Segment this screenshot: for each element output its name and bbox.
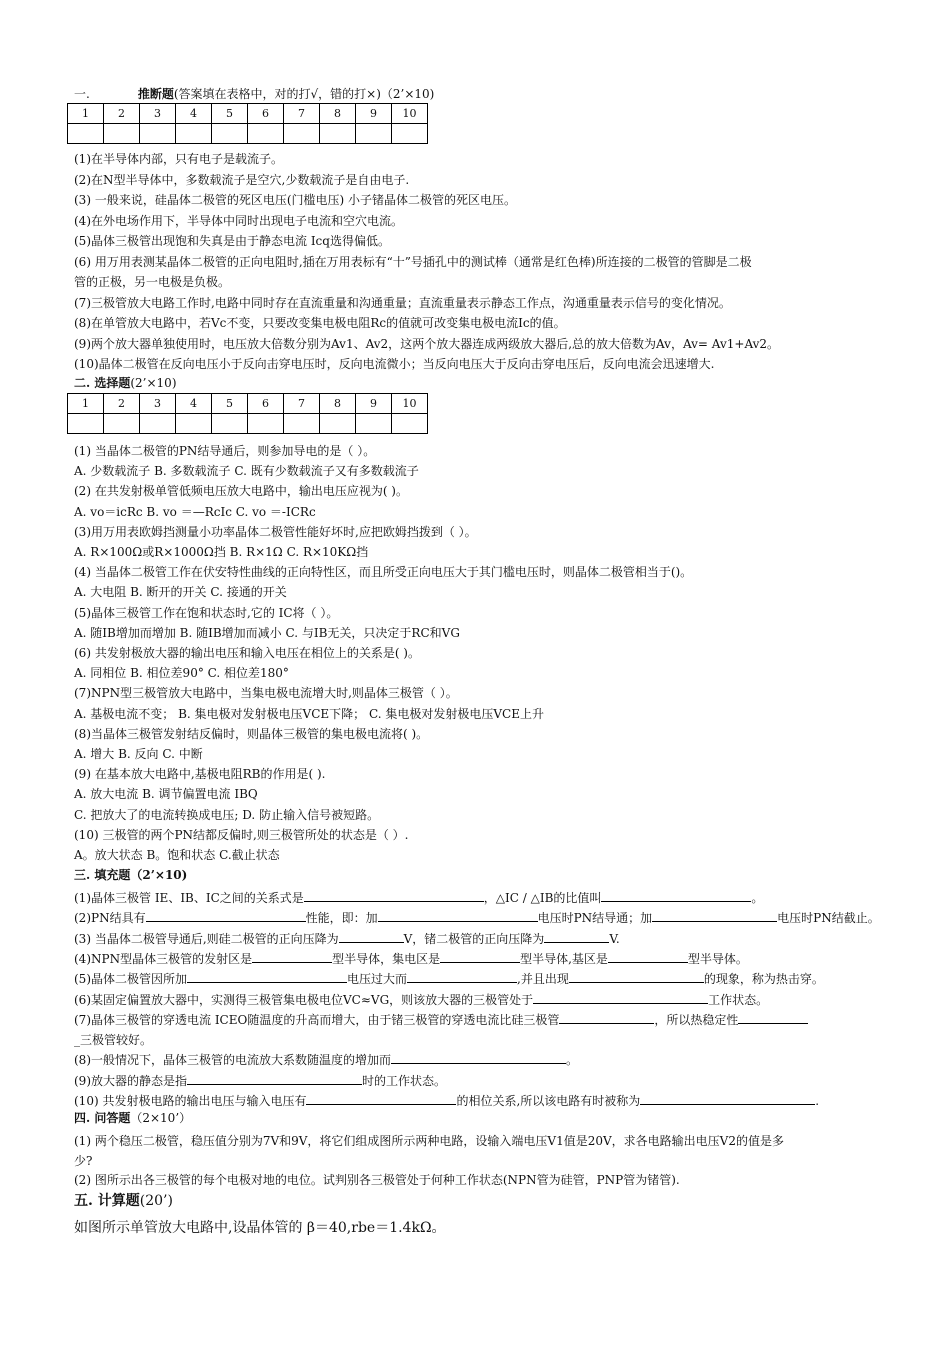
fill-blank[interactable] [304, 890, 484, 902]
sec2-line-19: C. 把放大了的电流转换成电压; D. 防止输入信号被短路。 [74, 807, 380, 822]
sec5-title: 五. 计算题 [74, 1193, 140, 1209]
sec2-line-4: A. vo＝icRc B. vo ＝—RcIc C. vo ＝-ICRc [74, 504, 316, 519]
sec3-title: 三. 填充题 [74, 868, 131, 882]
sec2-line-3: (2) 在共发射极单管低频电压放大电路中，输出电压应视为( )。 [74, 484, 408, 499]
fill-blank[interactable] [407, 971, 517, 983]
fill-blank[interactable] [608, 951, 688, 963]
sec3-text: (4)NPN型晶体三极管的发射区是 [74, 951, 253, 966]
sec1-header-9: 9 [356, 104, 392, 124]
sec3-heading [74, 867, 884, 883]
sec2-answer-cell-1[interactable] [68, 414, 104, 434]
sec3-text: (6)某固定偏置放大器中，实测得三极管集电极电位VC≈VG，则该放大器的三极管处于 [74, 992, 534, 1007]
sec1-line-9: (8)在单管放大电路中，若Vc不变，只要改变集电极电阻Rc的值就可改变集电极电流Ic的值。 [74, 316, 566, 330]
sec1-answer-cell-2[interactable] [104, 124, 140, 144]
fill-blank[interactable] [569, 971, 704, 983]
sec2-line-15: (8)当晶体三极管发射结反偏时，则晶体三极管的集电极电流将( )。 [74, 726, 429, 741]
fill-blank[interactable] [187, 971, 347, 983]
sec1-line-11: (10)晶体二极管在反向电压小于反向击穿电压时，反向电流微小；当反向电压大于反向击穿电压后，反向电流会迅速增大. [74, 357, 715, 371]
sec5-body: 如图所示单管放大电路中,设晶体管的 β＝40,rbe＝1.4kΩ。 [74, 1220, 446, 1236]
sec1-line-2: (2)在N型半导体中，多数载流子是空穴,少数载流子是自由电子. [74, 172, 410, 187]
fill-blank[interactable] [640, 1093, 815, 1105]
sec3-text: 性能，即：加 [305, 911, 378, 926]
sec2-line-10: A. 随IB增加而增加 B. 随IB增加而减小 C. 与IB无关，只决定于RC和VG [74, 625, 460, 640]
fill-blank[interactable] [146, 910, 306, 922]
fill-blank[interactable] [652, 910, 777, 922]
sec3-line-5 [74, 971, 884, 987]
sec2-line-6: A. R×100Ω或R×1000Ω挡 B. R×1Ω C. R×10KΩ挡 [74, 545, 369, 559]
sec2-header-9: 9 [356, 394, 392, 414]
sec2-line-18: A. 放大电流 B. 调节偏置电流 IBQ [74, 787, 258, 802]
sec4-title: 四. 问答题 [74, 1111, 131, 1125]
sec1-answer-cell-3[interactable] [140, 124, 176, 144]
sec3-text: 。 [751, 891, 764, 905]
sec2-header-1: 1 [68, 394, 104, 414]
sec2-line-1: (1) 当晶体二极管的PN结导通后，则参加导电的是（ ）。 [74, 444, 376, 458]
sec2-header-4: 4 [176, 394, 212, 414]
sec2-answer-cell-7[interactable] [284, 414, 320, 434]
fill-blank[interactable] [391, 1052, 566, 1064]
sec3-line-8 [74, 1032, 884, 1048]
sec2-line-11: (6) 共发射极放大器的输出电压和输入电压在相位上的关系是( )。 [74, 646, 420, 660]
sec3-text: 时的工作状态。 [362, 1073, 447, 1088]
sec1-line-7: 管的正极，另一电极是负极。 [74, 275, 231, 289]
fill-blank[interactable] [378, 910, 538, 922]
sec1-header-4: 4 [176, 104, 212, 124]
sec3-text: 。 [566, 1053, 579, 1068]
sec1-prefix: 一. [74, 87, 90, 101]
sec2-answer-table [67, 393, 428, 434]
sec1-line-1: (1)在半导体内部，只有电子是载流子。 [74, 152, 283, 166]
sec3-line-1 [74, 890, 884, 906]
sec1-header-2: 2 [104, 104, 140, 124]
sec3-text: (10) 共发射极电路的输出电压与输入电压有 [74, 1094, 307, 1108]
sec2-heading [74, 375, 884, 391]
sec3-text: V，锗二极管的正向压降为 [403, 931, 545, 946]
sec2-line-12: A. 同相位 B. 相位差90° C. 相位差180° [74, 666, 289, 681]
sec2-title: 二. 选择题 [74, 376, 131, 390]
sec3-text: 型半导体。 [687, 951, 748, 966]
sec1-line-3: (3) 一般来说，硅晶体二极管的死区电压(门槛电压) 小子锗晶体二极管的死区电压。 [74, 193, 516, 207]
sec3-text: ，所以热稳定性 [654, 1012, 739, 1027]
sec4-line-2: 少? [74, 1153, 93, 1168]
sec2-line-14: A. 基极电流不变； B. 集电极对发射极电压VCE下降； C. 集电极对发射极电压VCE上升 [74, 706, 544, 721]
sec1-answer-cell-5[interactable] [212, 124, 248, 144]
sec3-suffix: （2’×10) [130, 868, 188, 882]
sec3-text: . [815, 1094, 820, 1108]
sec2-header-8: 8 [320, 394, 356, 414]
sec3-text: (1)晶体三极管 IE、IB、IC之间的关系式是 [74, 891, 304, 905]
sec3-line-4 [74, 951, 884, 967]
sec3-line-7 [74, 1012, 884, 1028]
sec2-line-2: A. 少数载流子 B. 多数载流子 C. 既有少数载流子又有多数载流子 [74, 464, 419, 479]
sec1-header-8: 8 [320, 104, 356, 124]
sec2-header-5: 5 [212, 394, 248, 414]
sec2-answer-cell-3[interactable] [140, 414, 176, 434]
sec1-header-10: 10 [392, 104, 428, 124]
sec1-answer-cell-4[interactable] [176, 124, 212, 144]
sec4-line-3: (2) 图所示出各三极管的每个电极对地的电位。试判别各三极管处于何种工作状态(NPN管为硅管，PNP管为锗管). [74, 1173, 680, 1187]
fill-blank[interactable] [440, 951, 520, 963]
sec3-text: (3) 当晶体二极管导通后,则硅二极管的正向压降为 [74, 931, 339, 946]
sec4-suffix: （2×10’） [130, 1111, 192, 1125]
fill-blank[interactable] [738, 1012, 808, 1024]
sec4-line-1: (1) 两个稳压二极管，稳压值分别为7V和9V，将它们组成图所示两种电路，设输入端电压V1值是20V，求各电路输出电压V2的值是多 [74, 1134, 784, 1148]
sec1-answer-cell-1[interactable] [68, 124, 104, 144]
sec3-line-10 [74, 1073, 884, 1089]
fill-blank[interactable] [559, 1012, 654, 1024]
sec2-line-17: (9) 在基本放大电路中,基极电阻RB的作用是( ). [74, 767, 326, 782]
sec3-text: 的现象，称为热击穿。 [703, 972, 824, 987]
fill-blank[interactable] [544, 931, 609, 943]
sec3-text: (2)PN结具有 [74, 911, 146, 926]
sec1-line-10: (9)两个放大器单独使用时，电压放大倍数分别为Av1、Av2，这两个放大器连成两级放大器后,总的放大倍数为Av，Av= Av1+Av2。 [74, 336, 780, 351]
sec3-text: 电压过大而 [347, 972, 408, 987]
sec1-title: 推断题 [137, 87, 174, 101]
sec3-line-11 [74, 1093, 884, 1109]
fill-blank[interactable] [601, 890, 751, 902]
sec2-line-21: A。放大状态 B。饱和状态 C.截止状态 [74, 848, 280, 862]
sec3-text: 的相位关系,所以该电路有时被称为 [456, 1094, 641, 1108]
sec3-text: 型半导体，集电区是 [332, 951, 441, 966]
fill-blank[interactable] [533, 992, 708, 1004]
sec1-line-5: (5)晶体三极管出现饱和失真是由于静态电流 Icq选得偏低。 [74, 234, 390, 248]
sec1-header-6: 6 [248, 104, 284, 124]
sec3-line-6 [74, 992, 884, 1008]
sec2-line-20: (10) 三极管的两个PN结都反偏时,则三极管所处的状态是（ ）. [74, 827, 409, 842]
sec1-answer-cell-10[interactable] [392, 124, 428, 144]
sec3-text: (7)晶体三极管的穿透电流 ICEO随温度的升高而增大，由于锗三极管的穿透电流比硅三极管 [74, 1012, 560, 1027]
sec3-line-2 [74, 910, 884, 926]
sec2-answer-cell-5[interactable] [212, 414, 248, 434]
sec1-line-8: (7)三极管放大电路工作时,电路中同时存在直流重量和沟通重量；直流重量表示静态工作点，沟通重量表示信号的变化情况。 [74, 295, 731, 310]
sec2-answer-cell-6[interactable] [248, 414, 284, 434]
fill-blank[interactable] [339, 931, 404, 943]
sec2-answer-cell-9[interactable] [356, 414, 392, 434]
fill-blank[interactable] [252, 951, 332, 963]
sec2-header-2: 2 [104, 394, 140, 414]
sec2-line-9: (5)晶体三极管工作在饱和状态时,它的 IC将（ ）。 [74, 605, 339, 620]
sec2-suffix: (2’×10) [130, 376, 177, 390]
sec2-answer-cell-10[interactable] [392, 414, 428, 434]
sec2-line-16: A. 增大 B. 反向 C. 中断 [74, 747, 203, 761]
sec1-answer-table [67, 103, 428, 144]
sec3-text: 工作状态。 [708, 992, 769, 1007]
sec2-line-8: A. 大电阻 B. 断开的开关 C. 接通的开关 [74, 585, 287, 600]
sec3-text: _三极管较好。 [74, 1033, 153, 1048]
sec2-answer-cell-4[interactable] [176, 414, 212, 434]
sec3-line-9 [74, 1052, 884, 1068]
sec1-answer-cell-8[interactable] [320, 124, 356, 144]
sec2-header-7: 7 [284, 394, 320, 414]
sec2-header-3: 3 [140, 394, 176, 414]
sec3-text: ，△IC / △IB的比值叫 [483, 891, 602, 905]
sec3-text: 电压时PN结导通；加 [537, 911, 653, 926]
sec2-header-10: 10 [392, 394, 428, 414]
sec3-text: 型半导体,基区是 [520, 951, 608, 966]
sec4-heading [74, 1110, 884, 1126]
sec1-line-6: (6) 用万用表测某晶体二极管的正向电阻时,插在万用表标有“十”号插孔中的测试棒（通常是红色棒)所连接的二极管的管脚是二极 [74, 254, 752, 269]
sec5-heading [74, 1192, 884, 1210]
sec5-suffix: (20’) [139, 1193, 173, 1209]
sec1-answer-cell-7[interactable] [284, 124, 320, 144]
sec1-answer-cell-9[interactable] [356, 124, 392, 144]
sec2-line-5: (3)用万用表欧姆挡测量小功率晶体二极管性能好坏时,应把欧姆挡拨到（ ）。 [74, 524, 477, 539]
sec2-header-6: 6 [248, 394, 284, 414]
sec3-text: (9)放大器的静态是指 [74, 1073, 187, 1088]
sec2-answer-cell-2[interactable] [104, 414, 140, 434]
sec3-text: ,并且出现 [517, 972, 569, 987]
sec1-heading [74, 86, 884, 102]
sec1-header-3: 3 [140, 104, 176, 124]
sec3-text: (5)晶体二极管因所加 [74, 972, 187, 987]
sec1-header-7: 7 [284, 104, 320, 124]
fill-blank[interactable] [187, 1073, 362, 1085]
sec1-header-5: 5 [212, 104, 248, 124]
fill-blank[interactable] [306, 1093, 456, 1105]
sec3-text: 电压时PN结截止。 [777, 911, 880, 926]
sec1-suffix: (答案填在表格中，对的打√，错的打×)（2’×10) [173, 87, 435, 101]
sec2-line-13: (7)NPN型三极管放大电路中，当集电极电流增大时,则晶体三极管（ ）。 [74, 686, 458, 701]
sec1-header-1: 1 [68, 104, 104, 124]
sec3-line-3 [74, 931, 884, 947]
sec3-text: V. [609, 931, 620, 946]
sec2-answer-cell-8[interactable] [320, 414, 356, 434]
sec1-line-4: (4)在外电场作用下，半导体中同时出现电子电流和空穴电流。 [74, 213, 404, 228]
sec1-answer-cell-6[interactable] [248, 124, 284, 144]
sec3-text: (8)一般情况下，晶体三极管的电流放大系数随温度的增加而 [74, 1053, 392, 1068]
sec2-line-7: (4) 当晶体二极管工作在伏安特性曲线的正向特性区，而且所受正向电压大于其门槛电压时，则晶体二极管相当于()。 [74, 565, 693, 580]
